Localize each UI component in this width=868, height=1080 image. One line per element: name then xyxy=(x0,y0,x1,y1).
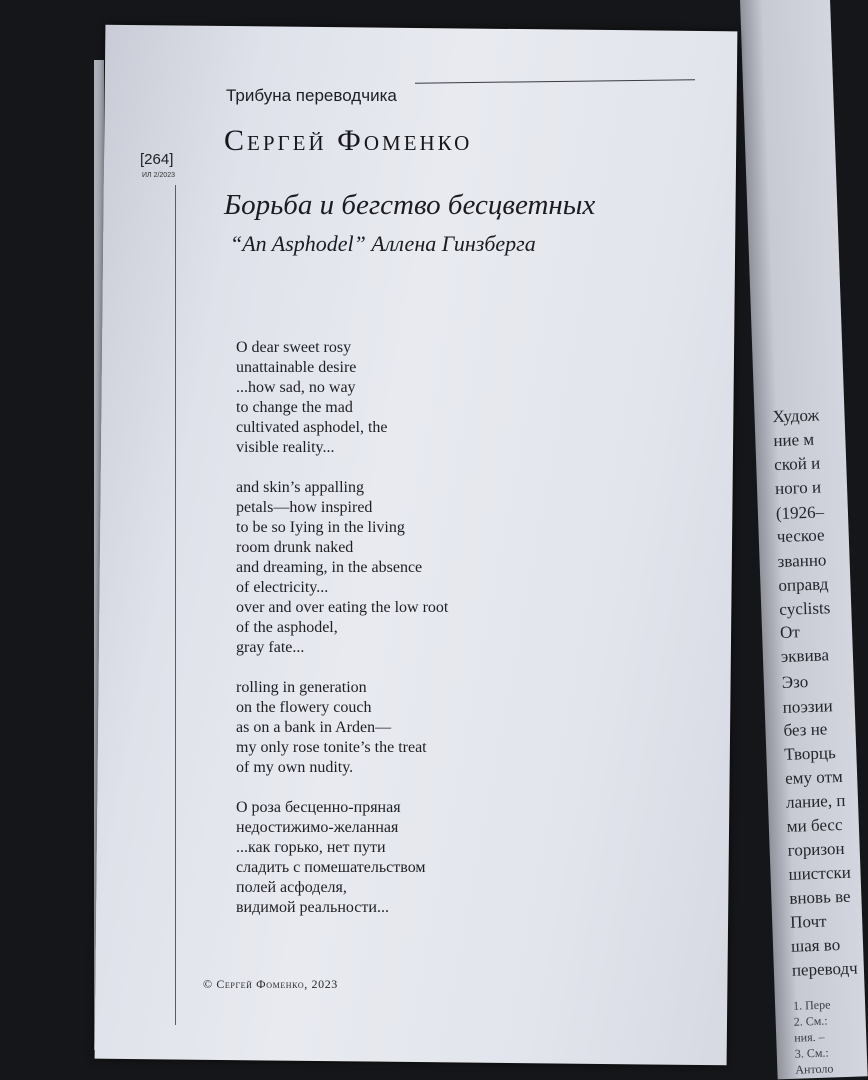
poem-line: on the flowery couch xyxy=(236,699,372,716)
facing-page-line: Эзо xyxy=(781,672,809,692)
facing-page-line: ему отм xyxy=(784,766,844,788)
poem-stanza xyxy=(236,478,448,658)
poem-line: недостижимо-желанная xyxy=(236,819,399,836)
poem-line: ...how sad, no way xyxy=(236,379,356,396)
facing-page-line: поэзии xyxy=(782,696,834,717)
facing-page-line: вновь ве xyxy=(789,886,851,908)
section-title: Трибуна переводчика xyxy=(226,86,397,105)
copyright-notice: © Сергей Фоменко, 2023 xyxy=(203,977,338,991)
poem-line: unattainable desire xyxy=(236,359,357,376)
facing-page-line: Творць xyxy=(784,743,836,764)
facing-page-line: шая во xyxy=(790,935,841,956)
poem-line: room drunk naked xyxy=(236,539,354,556)
page-number: [264] xyxy=(140,151,174,168)
facing-page-footnote: Антоло xyxy=(795,1061,834,1077)
poem-stanza xyxy=(236,798,448,918)
facing-page-line: ние м xyxy=(773,429,815,451)
poem-line: to change the mad xyxy=(236,399,353,416)
poem-line: of the asphodel, xyxy=(236,619,338,636)
poem-line: and skin’s appalling xyxy=(236,479,364,496)
article-subtitle: “An Asphodel” Аллена Гинзберга xyxy=(230,231,536,256)
facing-page-line: ного и xyxy=(774,477,822,499)
margin-rule xyxy=(175,185,176,1025)
poem-line: over and over eating the low root xyxy=(236,599,449,616)
poem-line: and dreaming, in the absence xyxy=(236,559,423,576)
facing-page xyxy=(740,0,868,1079)
facing-page-footnote: 2. См.: xyxy=(793,1013,828,1029)
facing-page-line: эквива xyxy=(780,645,830,666)
poem-stanza xyxy=(236,338,448,458)
facing-page-line: ческое xyxy=(776,525,825,547)
facing-page-line: без не xyxy=(783,719,828,740)
poem-line: cultivated asphodel, the xyxy=(236,419,388,436)
facing-page-line: лание, п xyxy=(785,790,846,812)
facing-page-footnote: 1. Пере xyxy=(792,997,831,1013)
poem-line: visible reality... xyxy=(236,439,335,456)
poem-line: О роза бесценно-пряная xyxy=(236,799,401,816)
poem-line: сладить с помешательством xyxy=(236,859,426,876)
poem-line: my only rose tonite’s the treat xyxy=(236,739,427,756)
facing-page-line: (1926– xyxy=(775,502,825,524)
facing-page-line: ми бесс xyxy=(786,814,843,836)
poem-line: of my own nudity. xyxy=(236,759,354,776)
facing-page-line: званно xyxy=(777,550,827,572)
poem-line: rolling in generation xyxy=(236,679,367,696)
facing-page-footnote: ния. – xyxy=(794,1029,825,1045)
journal-issue: ИЛ 2/2023 xyxy=(142,172,175,179)
poem-line: of electricity... xyxy=(236,579,329,596)
poem-stanza xyxy=(236,678,448,778)
article-title: Борьба и бегство бесцветных xyxy=(224,189,596,221)
poem-line: to be so Iying in the living xyxy=(236,519,405,536)
poem-line: полей асфоделя, xyxy=(236,879,347,896)
poem-line: gray fate... xyxy=(236,639,305,656)
poem-line: petals—how inspired xyxy=(236,499,373,516)
facing-page-line: горизон xyxy=(787,838,845,860)
facing-page-line: шистски xyxy=(788,862,852,884)
author-name: Сергей Фоменко xyxy=(224,124,473,157)
facing-page-line: Почт xyxy=(789,911,827,932)
facing-page-line: оправд xyxy=(778,574,829,596)
facing-page-footnote: 3. См.: xyxy=(794,1045,829,1061)
poem-line: as on a bank in Arden— xyxy=(236,719,392,736)
poem-line: видимой реальности... xyxy=(236,899,389,916)
poem-line: ...как горько, нет пути xyxy=(236,839,386,856)
facing-page-line: Худож xyxy=(772,405,820,427)
facing-page-line: ской и xyxy=(773,453,821,475)
facing-page-line: От xyxy=(779,622,801,642)
facing-page-line: переводч xyxy=(791,958,858,980)
poem xyxy=(236,338,448,938)
facing-page-line: cyclists xyxy=(778,598,831,619)
poem-line: O dear sweet rosy xyxy=(236,339,352,356)
